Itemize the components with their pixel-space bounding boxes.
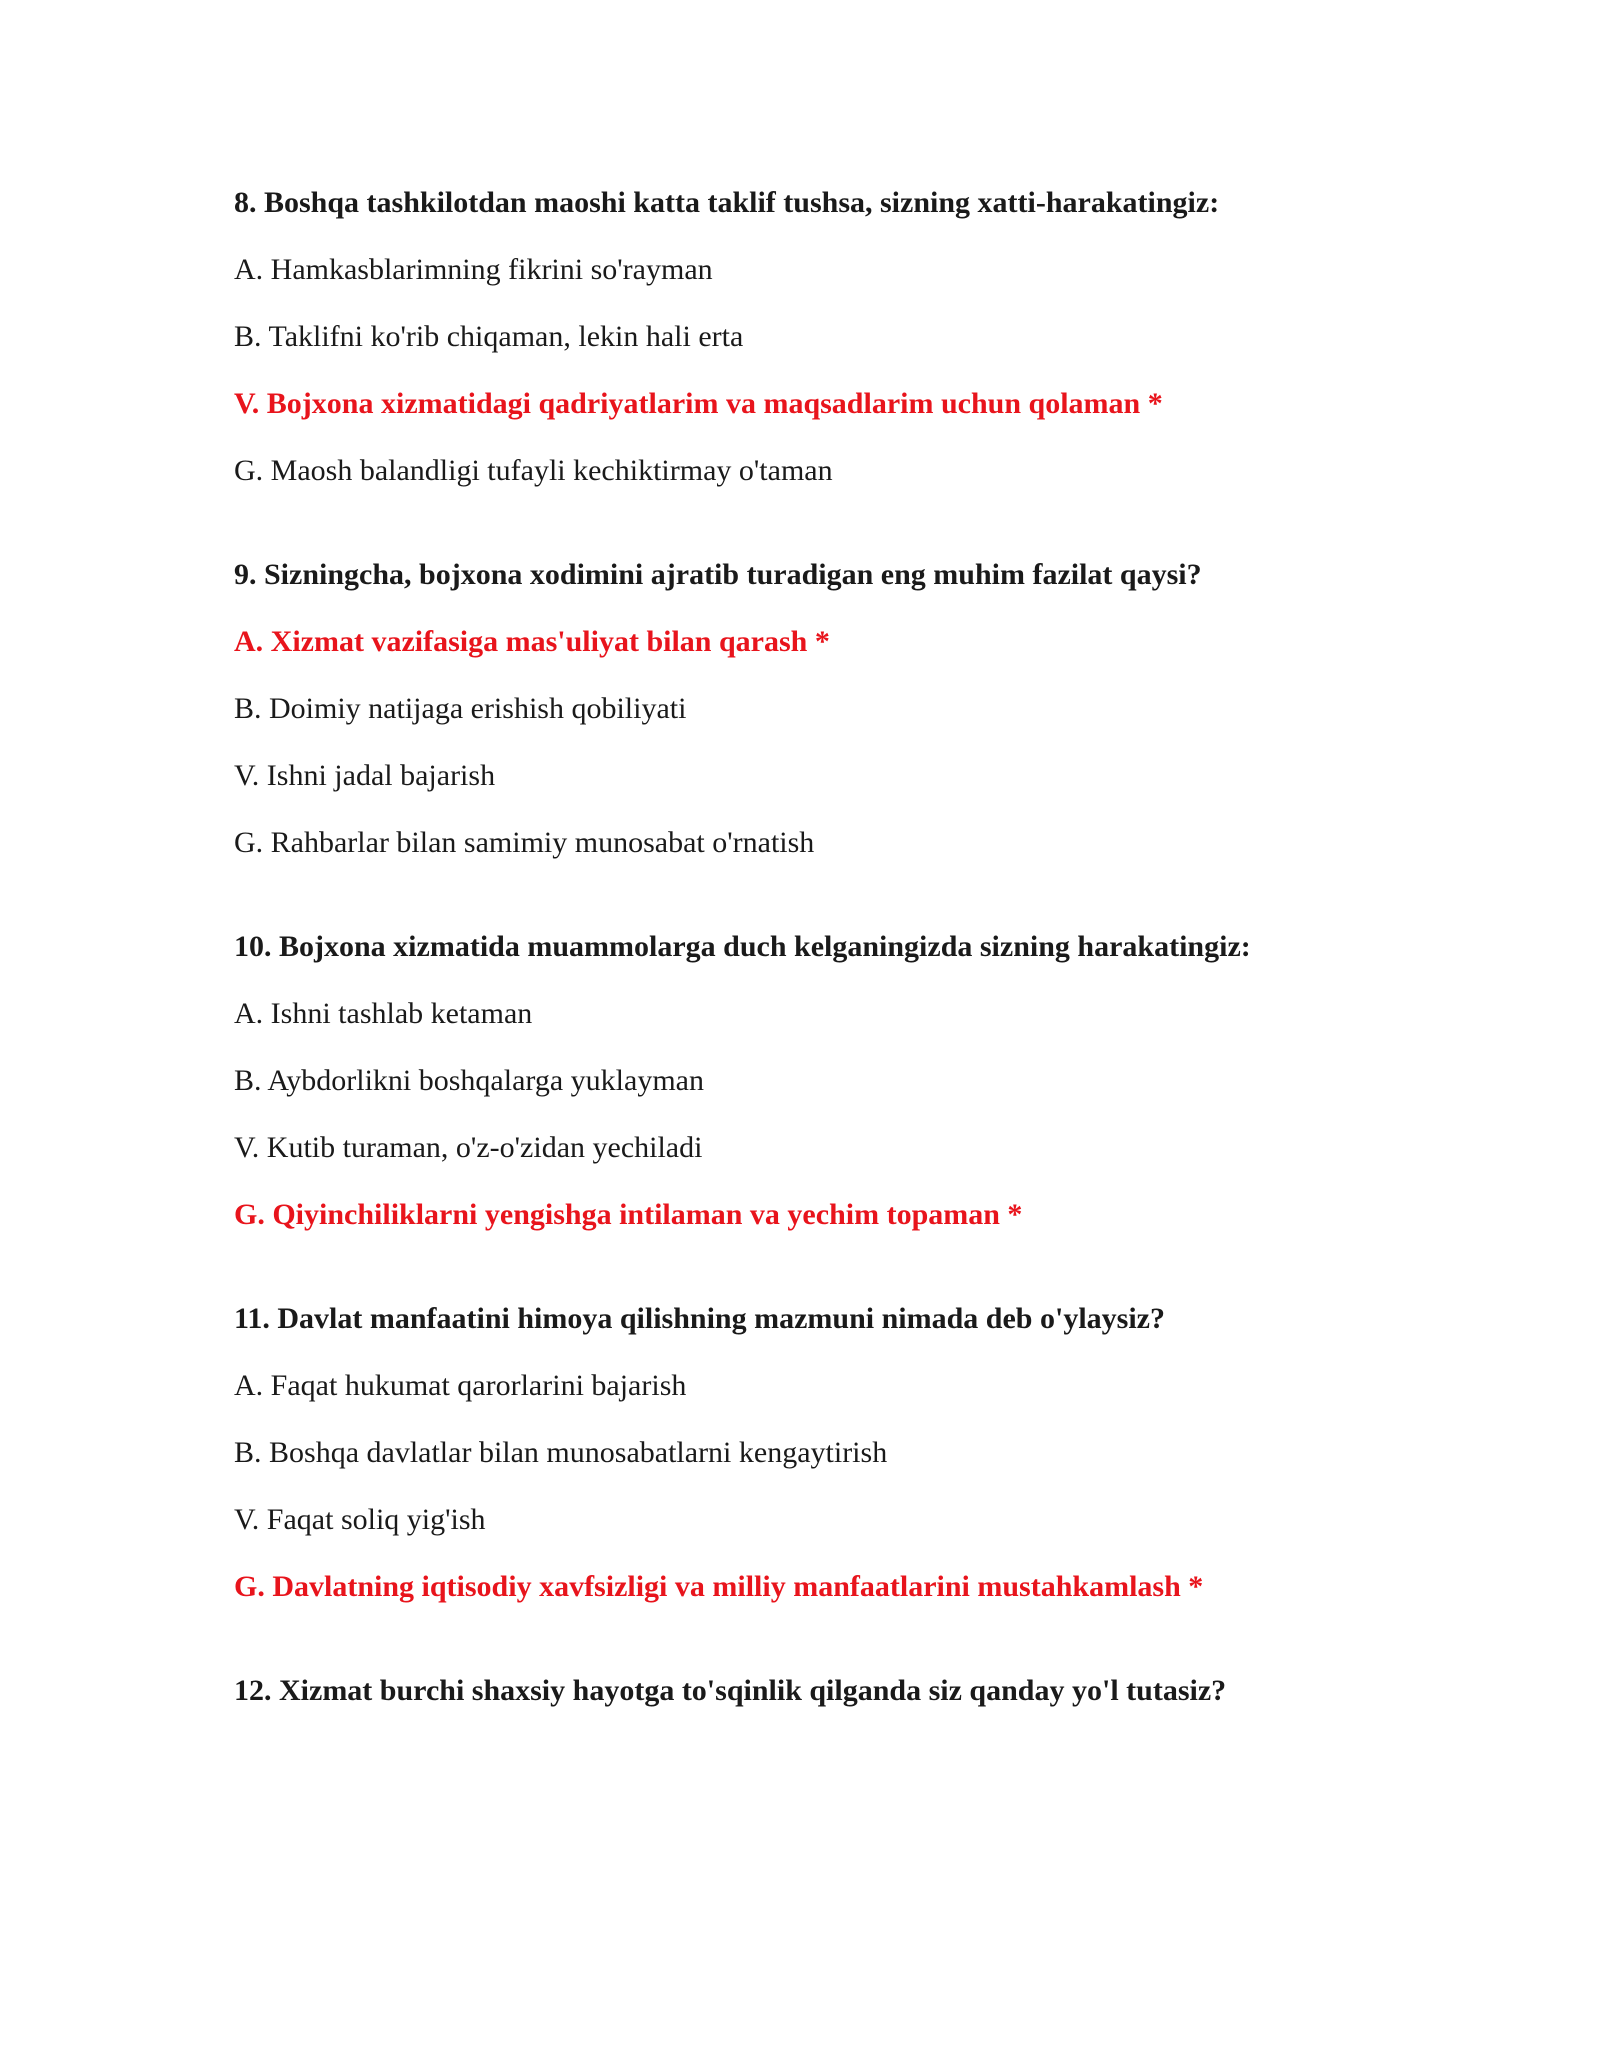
question-10 [234,928,1434,1234]
question-list [234,184,1434,1776]
answer-option-correct: V. Bojxona xizmatidagi qadriyatlarim va maqsadlarim uchun qolaman * [234,387,1163,420]
answer-option: V. Faqat soliq yig'ish [234,1503,486,1536]
question-title: 8. Boshqa tashkilotdan maoshi katta taklif tushsa, sizning xatti-harakatingiz: [234,186,1220,219]
answer-option: V. Ishni jadal bajarish [234,759,496,792]
question-title: 9. Sizningcha, bojxona xodimini ajratib turadigan eng muhim fazilat qaysi? [234,558,1202,591]
answer-option: B. Taklifni ko'rib chiqaman, lekin hali erta [234,320,744,353]
answer-option-correct: A. Xizmat vazifasiga mas'uliyat bilan qarash * [234,625,830,658]
question-9 [234,556,1434,862]
answer-option-correct: G. Qiyinchiliklarni yengishga intilaman va yechim topaman * [234,1198,1023,1231]
question-title: 12. Xizmat burchi shaxsiy hayotga to'sqinlik qilganda siz qanday yo'l tutasiz? [234,1674,1227,1707]
answer-option: A. Hamkasblarimning fikrini so'rayman [234,253,713,286]
answer-option: G. Maosh balandligi tufayli kechiktirmay o'taman [234,454,833,487]
answer-option: A. Faqat hukumat qarorlarini bajarish [234,1369,687,1402]
answer-option: B. Boshqa davlatlar bilan munosabatlarni kengaytirish [234,1436,888,1469]
answer-option: V. Kutib turaman, o'z-o'zidan yechiladi [234,1131,703,1164]
answer-option: B. Doimiy natijaga erishish qobiliyati [234,692,687,725]
question-8 [234,184,1434,490]
question-title: 11. Davlat manfaatini himoya qilishning mazmuni nimada deb o'ylaysiz? [234,1302,1165,1335]
answer-option: B. Aybdorlikni boshqalarga yuklayman [234,1064,704,1097]
answer-option-correct: G. Davlatning iqtisodiy xavfsizligi va milliy manfaatlarini mustahkamlash * [234,1570,1204,1603]
question-12 [234,1672,1434,1710]
question-title: 10. Bojxona xizmatida muammolarga duch kelganingizda sizning harakatingiz: [234,930,1251,963]
question-11 [234,1300,1434,1606]
answer-option: G. Rahbarlar bilan samimiy munosabat o'rnatish [234,826,815,859]
answer-option: A. Ishni tashlab ketaman [234,997,533,1030]
